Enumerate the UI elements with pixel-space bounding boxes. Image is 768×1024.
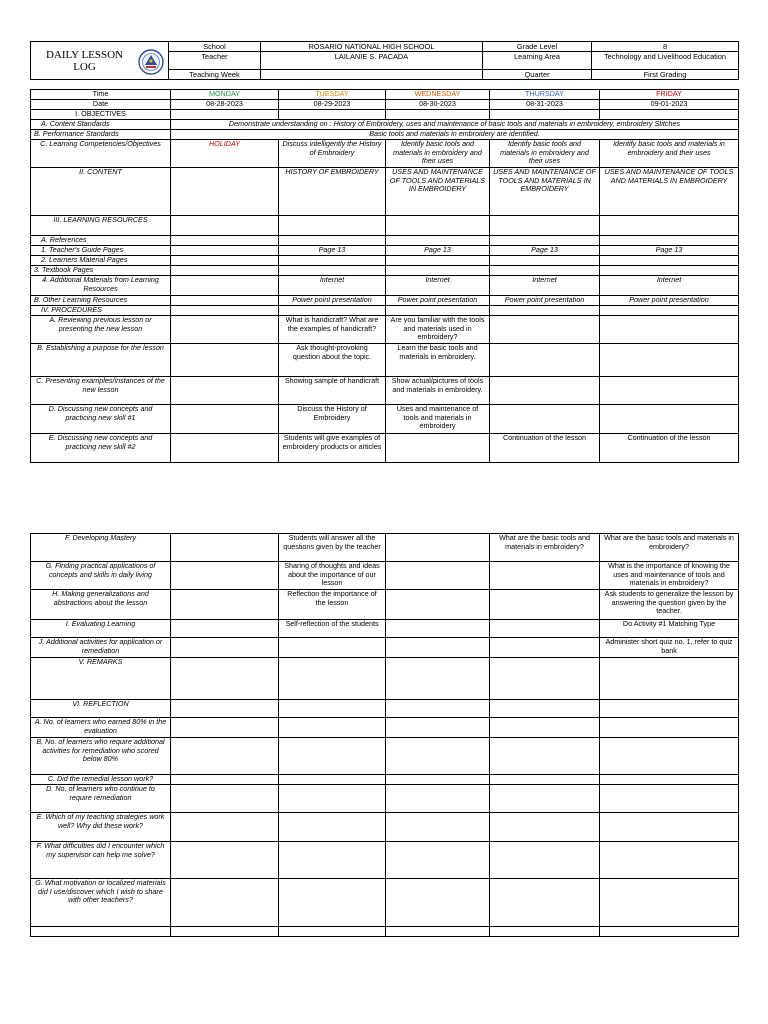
table-row (31, 306, 739, 316)
proc-b-label: B. Establishing a purpose for the lesson (31, 344, 171, 377)
section-objectives: I. OBJECTIVES (31, 110, 171, 120)
table-row (31, 738, 739, 775)
table-row (31, 256, 739, 266)
table-row (31, 296, 739, 306)
table-cell (490, 377, 600, 405)
table-cell (171, 562, 279, 590)
remarks-label: V. REMARKS (31, 658, 171, 700)
area-label: Learning Area (483, 52, 592, 70)
table-cell (490, 405, 600, 434)
time-label: Time (31, 90, 171, 100)
proc-f-label: F. Developing Mastery (31, 534, 171, 562)
proc-e-label: E. Discussing new concepts and practicing new skill #2 (31, 434, 171, 463)
table-cell (386, 534, 490, 562)
table-row (31, 246, 739, 256)
table-cell (171, 276, 279, 296)
table-row (31, 562, 739, 590)
ref-b-label: B. No. of learners who require additional activities for remediation who scored below 80% (31, 738, 171, 775)
week-label: Teaching Week (169, 70, 261, 80)
ref-e-label: E. Which of my teaching strategies work well? Why did these work? (31, 813, 171, 842)
day-monday: MONDAY (171, 90, 279, 100)
procedures-label: IV. PROCEDURES (31, 306, 171, 316)
table-cell: Learn the basic tools and materials in embroidery. (386, 344, 490, 377)
document-title (31, 42, 169, 80)
content-standards-label: A. Content Standards (31, 120, 171, 130)
proc-a-label: A. Reviewing previous lesson or presenting the new lesson (31, 316, 171, 344)
table-cell (171, 316, 279, 344)
proc-d-label: D. Discussing new concepts and practicing new skill #1 (31, 405, 171, 434)
table-cell: Page 13 (490, 246, 600, 256)
table-cell (490, 316, 600, 344)
table-cell: Internet (386, 276, 490, 296)
lesson-table-page2 (30, 533, 739, 937)
references-label: A. References (31, 236, 171, 246)
quarter-value: First Grading (592, 70, 739, 80)
table-cell: Showing sample of handicraft (279, 377, 386, 405)
proc-j-label: J. Additional activities for application or remediation (31, 638, 171, 658)
table-cell (600, 405, 739, 434)
table-cell (171, 246, 279, 256)
school-label: School (169, 42, 261, 52)
table-cell (490, 620, 600, 638)
table-cell: Ask thought-provoking question about the topic. (279, 344, 386, 377)
table-cell (171, 168, 279, 216)
table-cell (171, 534, 279, 562)
table-cell: Internet (600, 276, 739, 296)
reflection-label: VI. REFLECTION (31, 700, 171, 718)
textbook-pages-label: 3. Textbook Pages (31, 266, 171, 276)
table-cell: Discuss intelligently the History of Embroidery (279, 140, 386, 168)
date-wednesday: 08-30-2023 (386, 100, 490, 110)
holiday-label: HOLIDAY (171, 140, 279, 168)
table-row (31, 842, 739, 879)
table-cell: Students will answer all the questions given by the teacher (279, 534, 386, 562)
tg-pages-label: 1. Teacher's Guide Pages (31, 246, 171, 256)
table-row (31, 344, 739, 377)
table-row (31, 590, 739, 620)
performance-standards-value: Basic tools and materials in embroidery are identified. (171, 130, 739, 140)
ref-d-label: D. No. of learners who continue to require remediation (31, 785, 171, 813)
date-monday: 08-28-2023 (171, 100, 279, 110)
table-cell (490, 344, 600, 377)
proc-g-label: G. Finding practical applications of concepts and skills in daily living (31, 562, 171, 590)
area-value: Technology and Livelihood Education (592, 52, 739, 70)
table-cell: Ask students to generalize the lesson by answering the question given by the teacher. (600, 590, 739, 620)
table-cell: Internet (279, 276, 386, 296)
table-cell (386, 620, 490, 638)
table-cell: Identify basic tools and materials in embroidery and their uses (600, 140, 739, 168)
table-cell (600, 316, 739, 344)
table-row (31, 879, 739, 927)
proc-h-label: H. Making generalizations and abstractions about the lesson (31, 590, 171, 620)
table-cell: Continuation of the lesson (490, 434, 600, 463)
table-cell: Continuation of the lesson (600, 434, 739, 463)
table-cell: Power point presentation (279, 296, 386, 306)
proc-i-label: I. Evaluating Learning (31, 620, 171, 638)
table-cell (171, 344, 279, 377)
content-standards-value: Demonstrate understanding on : History of Embroidery, uses and maintenance of basic tools and materials in embroidery, embroidery Stitches (171, 120, 739, 130)
table-cell: Identify basic tools and materials in embroidery and their uses (490, 140, 600, 168)
proc-c-label: C. Presenting examples/instances of the new lesson (31, 377, 171, 405)
table-cell: Page 13 (600, 246, 739, 256)
table-row (31, 90, 739, 100)
header-table (30, 41, 739, 80)
table-row (31, 775, 739, 785)
day-tuesday: TUESDAY (279, 90, 386, 100)
table-row (31, 700, 739, 718)
table-row (31, 638, 739, 658)
table-cell (386, 434, 490, 463)
table-cell (386, 562, 490, 590)
table-cell: Students will give examples of embroidery products or articles (279, 434, 386, 463)
table-row (31, 266, 739, 276)
table-row (31, 168, 739, 216)
table-cell (600, 377, 739, 405)
table-cell: Self-reflection of the students (279, 620, 386, 638)
table-cell (386, 638, 490, 658)
table-cell: Power point presentation (386, 296, 490, 306)
table-row (31, 927, 739, 937)
table-cell (600, 344, 739, 377)
teacher-value: LAILANIE S. PACADA (261, 52, 483, 70)
table-row (31, 120, 739, 130)
table-row (31, 276, 739, 296)
table-cell: What are the basic tools and materials in embroidery? (600, 534, 739, 562)
table-cell (171, 590, 279, 620)
table-cell (490, 590, 600, 620)
table-row (31, 434, 739, 463)
performance-standards-label: B. Performance Standards (31, 130, 171, 140)
competencies-label: C. Learning Competencies/Objectives (31, 140, 171, 168)
table-row (31, 100, 739, 110)
date-friday: 09-01-2023 (600, 100, 739, 110)
table-row (31, 377, 739, 405)
table-cell (171, 620, 279, 638)
table-cell: Identify basic tools and materials in embroidery and their uses (386, 140, 490, 168)
table-cell: USES AND MAINTENANCE OF TOOLS AND MATERIALS IN EMBROIDERY (386, 168, 490, 216)
table-cell: HISTORY OF EMBROIDERY (279, 168, 386, 216)
table-row (31, 110, 739, 120)
table-cell: Power point presentation (490, 296, 600, 306)
date-label: Date (31, 100, 171, 110)
learning-resources-label: III. LEARNING RESOURCES (31, 216, 171, 236)
table-cell: Reflection the importance of the lesson (279, 590, 386, 620)
table-cell: What are the basic tools and materials in embroidery? (490, 534, 600, 562)
day-thursday: THURSDAY (490, 90, 600, 100)
table-cell: Internet (490, 276, 600, 296)
content-label: II. CONTENT (31, 168, 171, 216)
teacher-label: Teacher (169, 52, 261, 70)
table-cell: Discuss the History of Embroidery (279, 405, 386, 434)
table-cell: USES AND MAINTENANCE OF TOOLS AND MATERIALS IN EMBROIDERY (600, 168, 739, 216)
table-row (31, 785, 739, 813)
table-row (31, 236, 739, 246)
table-cell: Are you familiar with the tools and materials used in embroidery? (386, 316, 490, 344)
table-row (31, 316, 739, 344)
table-cell (171, 405, 279, 434)
table-cell: What is the importance of knowing the uses and maintenance of tools and materials in embroidery? (600, 562, 739, 590)
week-value (261, 70, 483, 80)
day-friday: FRIDAY (600, 90, 739, 100)
table-row (31, 534, 739, 562)
table-row (31, 658, 739, 700)
table-cell: Do Activity #1 Matching Type (600, 620, 739, 638)
deped-seal-icon (138, 49, 164, 75)
table-cell: Page 13 (279, 246, 386, 256)
ref-c-label: C. Did the remedial lesson work? (31, 775, 171, 785)
table-row (31, 140, 739, 168)
table-cell (171, 377, 279, 405)
table-cell (171, 296, 279, 306)
table-row (31, 130, 739, 140)
day-wednesday: WEDNESDAY (386, 90, 490, 100)
quarter-label: Quarter (483, 70, 592, 80)
table-cell (171, 434, 279, 463)
table-row (31, 620, 739, 638)
table-cell: Power point presentation (600, 296, 739, 306)
table-cell: Uses and maintenance of tools and materials in embroidery (386, 405, 490, 434)
table-cell: Sharing of thoughts and ideas about the importance of our lesson (279, 562, 386, 590)
date-tuesday: 08-29-2023 (279, 100, 386, 110)
grade-value: 8 (592, 42, 739, 52)
title-line1: DAILY LESSON (45, 48, 124, 61)
ref-g-label: G. What motivation or localized materials did I use/discover which I wish to share with other teachers? (31, 879, 171, 927)
school-value: ROSARIO NATIONAL HIGH SCHOOL (261, 42, 483, 52)
table-row (31, 718, 739, 738)
table-cell (279, 638, 386, 658)
table-row (31, 405, 739, 434)
table-cell (490, 638, 600, 658)
lesson-table-page1 (30, 89, 739, 463)
grade-label: Grade Level (483, 42, 592, 52)
table-cell: USES AND MAINTENANCE OF TOOLS AND MATERIALS IN EMBROIDERY (490, 168, 600, 216)
table-cell: What is handicraft? What are the examples of handicraft? (279, 316, 386, 344)
table-cell: Administer short quiz no. 1, refer to quiz bank (600, 638, 739, 658)
table-cell (386, 590, 490, 620)
table-cell: Show actual/pictures of tools and materials in embroidery. (386, 377, 490, 405)
other-resources-label: B. Other Learning Resources (31, 296, 171, 306)
date-thursday: 08-31-2023 (490, 100, 600, 110)
ref-f-label: F. What difficulties did I encounter which my supervisor can help me solve? (31, 842, 171, 879)
additional-materials-label: 4. Additional Materials from Learning Resources (31, 276, 171, 296)
title-line2: LOG (73, 60, 96, 73)
table-cell: Page 13 (386, 246, 490, 256)
table-row (31, 216, 739, 236)
ref-a-label: A. No. of learners who earned 80% in the evaluation (31, 718, 171, 738)
table-cell (490, 562, 600, 590)
table-cell (171, 638, 279, 658)
lm-pages-label: 2. Learners Material Pages (31, 256, 171, 266)
table-row (31, 813, 739, 842)
